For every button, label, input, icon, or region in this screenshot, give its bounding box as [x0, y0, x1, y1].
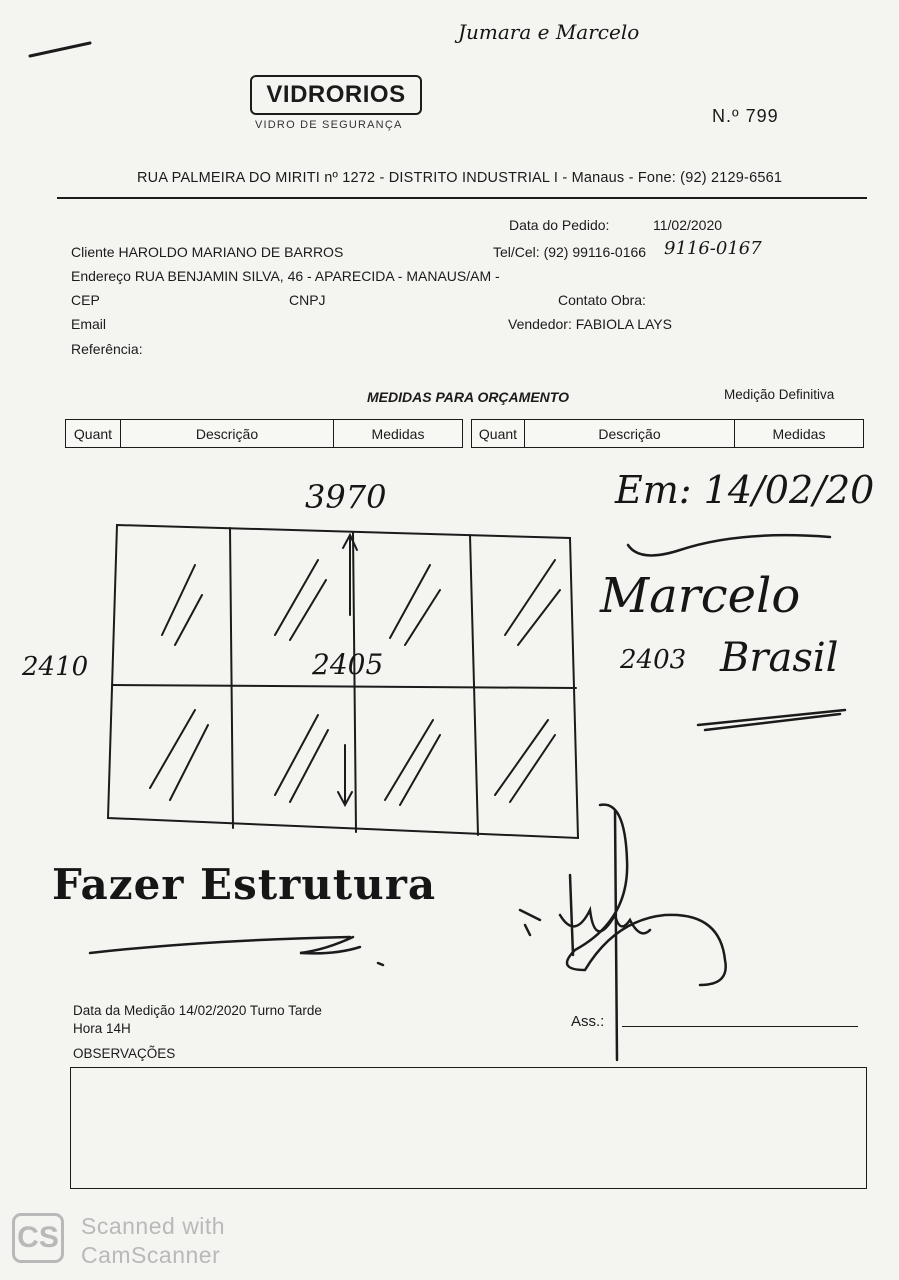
column-quant: Quant [66, 420, 121, 447]
cnpj-field: CNPJ [289, 292, 326, 308]
measurement-date: Data da Medição 14/02/2020 Turno Tarde [73, 1003, 322, 1018]
order-number: N.º 799 [712, 106, 779, 126]
observations-box [70, 1067, 867, 1189]
handwritten-name-note: Marcelo [600, 568, 801, 624]
sketch-divider [470, 535, 478, 835]
glass-hatch [385, 720, 440, 805]
handwritten-underline [85, 925, 405, 970]
column-description: Descrição [121, 420, 334, 447]
glass-hatch [390, 565, 440, 645]
sketch-middle-bar [112, 685, 576, 688]
handwritten-brand-note: Brasil [720, 635, 839, 681]
handwritten-structure-note: Fazer Estrutura [52, 860, 437, 909]
signature-label: Ass.: [571, 1013, 605, 1030]
address-field: Endereço RUA BENJAMIN SILVA, 46 - APARECIDA - MANAUS/AM - [71, 268, 500, 284]
glass-hatch [275, 560, 326, 640]
column-measures: Medidas [772, 425, 826, 442]
company-logo: VIDRORIOS [250, 75, 422, 115]
measurement-type: Medição Definitiva [724, 387, 835, 402]
phone-field: Tel/Cel: (92) 99116-0166 [493, 244, 647, 260]
watermark-line-1: Scanned with [81, 1213, 226, 1239]
email-field: Email [71, 316, 107, 332]
handwritten-underline [690, 700, 860, 735]
sketch-outer-frame [108, 525, 578, 838]
cep-field: CEP [71, 292, 100, 308]
company-logo-subtitle: VIDRO DE SEGURANÇA [255, 119, 403, 131]
table-header-right [471, 419, 864, 448]
measurement-hour: Hora 14H [73, 1021, 131, 1036]
header-divider [57, 197, 867, 199]
handwritten-client-names: Jumara e Marcelo [458, 20, 640, 44]
glass-hatch [495, 720, 555, 802]
window-sketch [100, 520, 590, 845]
glass-hatch [275, 715, 328, 802]
section-title: MEDIDAS PARA ORÇAMENTO [367, 389, 569, 405]
handwritten-width: 3970 [305, 478, 387, 516]
column-description: Descrição [525, 420, 735, 447]
handwritten-underline [620, 525, 840, 565]
glass-hatch [162, 565, 202, 645]
glass-hatch [505, 560, 560, 645]
handwritten-phone: 9116-0167 [664, 238, 762, 259]
reference-field: Referência: [71, 341, 143, 357]
observations-label: OBSERVAÇÕES [73, 1046, 176, 1061]
company-address: RUA PALMEIRA DO MIRITI nº 1272 - DISTRITO INDUSTRIAL I - Manaus - Fone: (92) 2129-6561 [137, 170, 783, 186]
sketch-divider [230, 528, 233, 828]
contact-field: Contato Obra: [558, 292, 646, 308]
sketch-divider [353, 532, 356, 832]
seller-field: Vendedor: FABIOLA LAYS [508, 316, 672, 332]
column-measures: Medidas [371, 425, 425, 442]
handwritten-height-right: 2403 [620, 645, 687, 675]
handwritten-height-left: 2410 [22, 652, 89, 682]
camscanner-logo: CS [12, 1213, 64, 1263]
pen-stroke-mark [25, 38, 95, 63]
signature-line [622, 1026, 858, 1027]
order-date-label: Data do Pedido: [509, 217, 610, 233]
order-date-value: 11/02/2020 [653, 217, 723, 233]
column-quant: Quant [472, 420, 525, 447]
watermark-line-2: CamScanner [81, 1242, 221, 1268]
arrow-down [338, 745, 352, 805]
client-field: Cliente HAROLDO MARIANO DE BARROS [71, 244, 344, 260]
camscanner-watermark [81, 1212, 225, 1270]
handwritten-height-middle: 2405 [312, 648, 384, 681]
handwritten-date-note: Em: 14/02/20 [615, 468, 875, 512]
glass-hatch [150, 710, 208, 800]
arrow-up [343, 535, 357, 615]
table-header-left [65, 419, 463, 448]
